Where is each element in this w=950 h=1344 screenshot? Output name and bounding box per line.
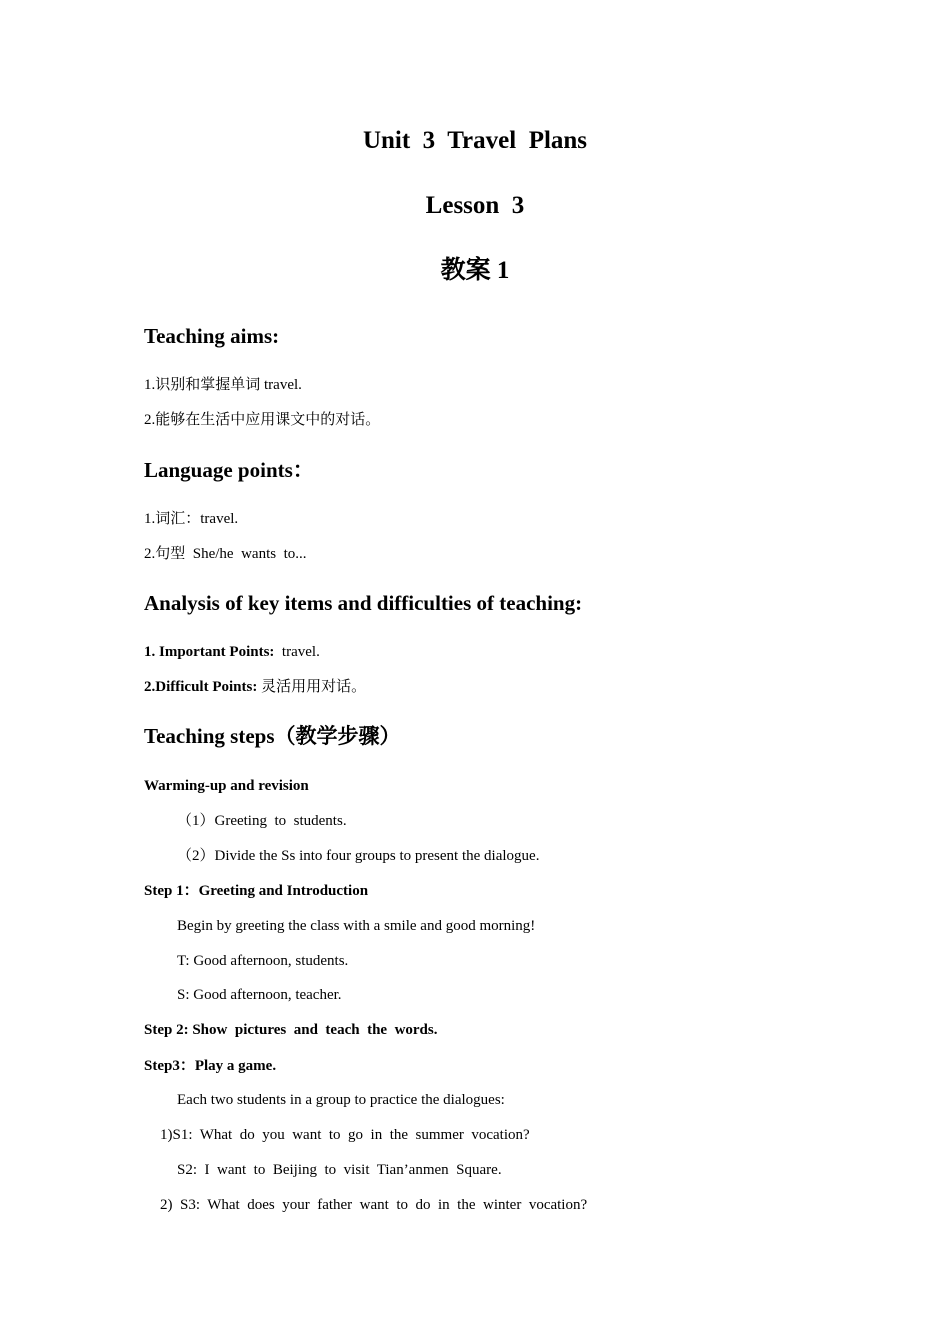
language-point-1: 1.词汇：travel.	[144, 511, 239, 527]
dialogue-1-s1: 1)S1: What do you want to go in the summer vocation?	[160, 1127, 530, 1143]
language-points-heading: Language points：	[144, 458, 314, 482]
step1-line-1: Begin by greeting the class with a smile and good morning!	[177, 918, 536, 934]
dialogue-2-s3: 2) S3: What does your father want to do in the winter vocation?	[160, 1197, 588, 1213]
dialogue-1-s2: S2: I want to Beijing to visit Tian’anmen Square.	[177, 1162, 502, 1178]
step1-line-3: S: Good afternoon, teacher.	[177, 987, 342, 1003]
step1-heading: Step 1：Greeting and Introduction	[144, 883, 369, 899]
unit-title: Unit 3 Travel Plans	[362, 127, 588, 154]
teaching-aims-heading: Teaching aims:	[144, 324, 280, 348]
step3-intro: Each two students in a group to practice the dialogues:	[177, 1092, 505, 1108]
warmup-item-2: （2）Divide the Ss into four groups to present the dialogue.	[177, 848, 540, 864]
step3-heading: Step3：Play a game.	[144, 1058, 277, 1074]
analysis-heading: Analysis of key items and difficulties of teaching:	[144, 591, 583, 615]
step2-heading: Step 2: Show pictures and teach the words.	[144, 1022, 438, 1038]
important-points-label: 1. Important Points:	[144, 644, 275, 660]
plan-title: 教案 1	[440, 257, 510, 284]
difficult-points-text: 灵活用用对话。	[257, 679, 367, 695]
teaching-steps-heading: Teaching steps（教学步骤）	[144, 724, 401, 748]
step1-line-2: T: Good afternoon, students.	[177, 953, 349, 969]
difficult-points	[144, 680, 366, 695]
warmup-heading: Warming-up and revision	[144, 778, 309, 794]
warmup-item-1: （1）Greeting to students.	[177, 813, 347, 829]
language-point-2: 2.句型 She/he wants to...	[144, 546, 307, 562]
difficult-points-label: 2.Difficult Points:	[144, 679, 258, 695]
aim-item-1: 1.识别和掌握单词 travel.	[144, 377, 302, 393]
lesson-title: Lesson 3	[425, 192, 525, 219]
aim-item-2: 2.能够在生活中应用课文中的对话。	[144, 412, 381, 428]
important-points	[144, 645, 320, 660]
important-points-text: travel.	[274, 644, 320, 660]
